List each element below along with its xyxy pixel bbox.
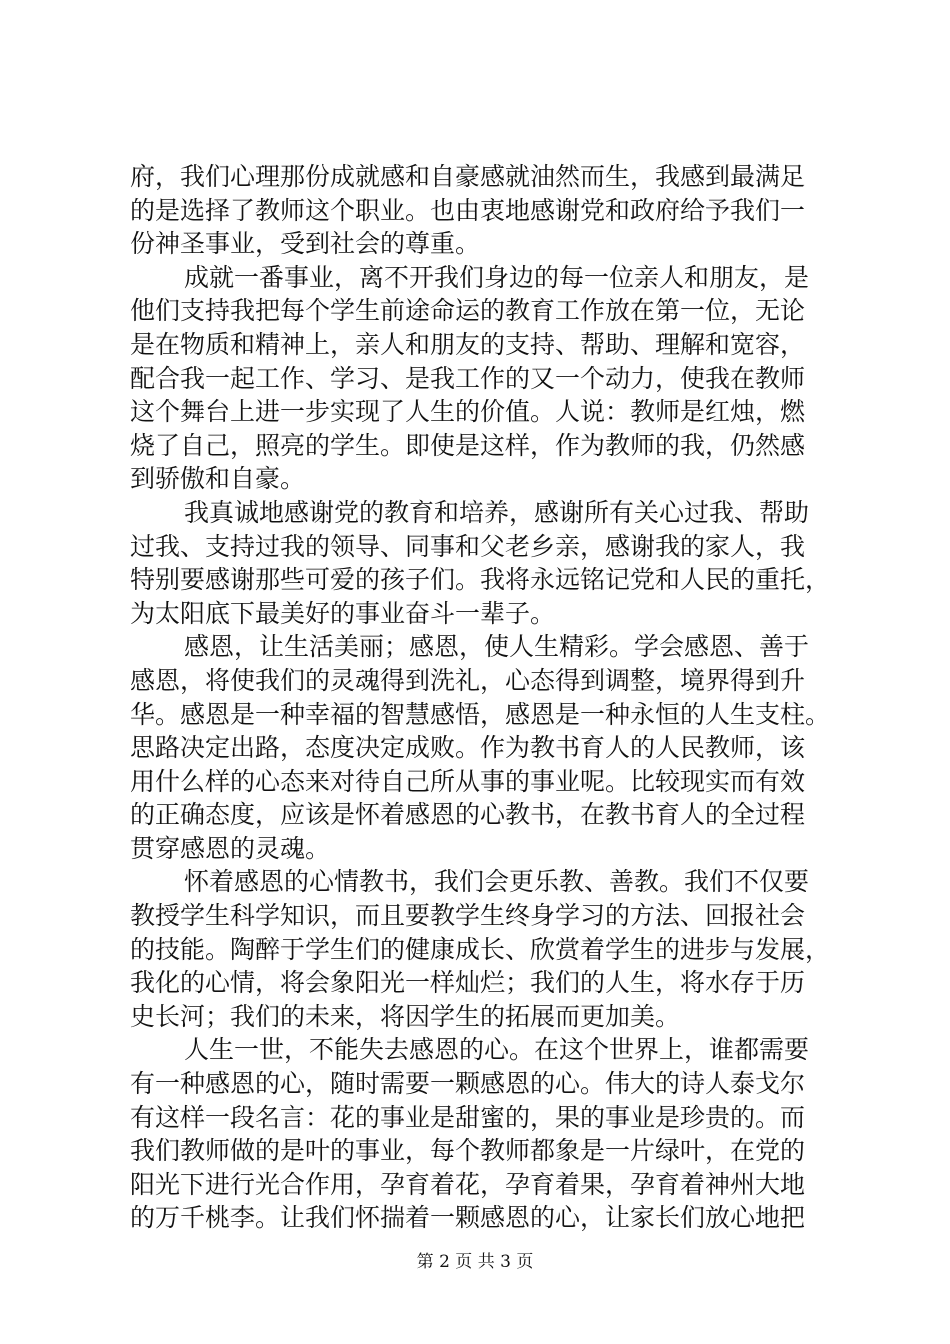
- text-line: 特别要感谢那些可爱的孩子们。我将永远铭记党和人民的重托，: [130, 565, 831, 595]
- text-line: 有一种感恩的心，随时需要一颗感恩的心。伟大的诗人泰戈尔: [130, 1069, 806, 1099]
- text-line: 我化的心情，将会象阳光一样灿烂；我们的人生，将水存于历: [130, 968, 806, 998]
- text-line: 是在物质和精神上，亲人和朋友的支持、帮助、理解和宽容，: [130, 329, 806, 359]
- page-footer: 第 2 页 共 3 页: [416, 1252, 534, 1272]
- text-line: 怀着感恩的心情教书，我们会更乐教、善教。我们不仅要: [184, 867, 810, 897]
- text-line: 的是选择了教师这个职业。也由衷地感谢党和政府给予我们一: [130, 195, 806, 225]
- text-line: 这个舞台上进一步实现了人生的价值。人说：教师是红烛，燃: [130, 397, 806, 427]
- text-line: 感恩，将使我们的灵魂得到洗礼，心态得到调整，境界得到升: [130, 665, 806, 695]
- text-line: 我真诚地感谢党的教育和培养，感谢所有关心过我、帮助: [184, 497, 810, 527]
- text-line: 他们支持我把每个学生前途命运的教育工作放在第一位，无论: [130, 296, 806, 326]
- text-line: 份神圣事业，受到社会的尊重。: [130, 229, 481, 259]
- text-line: 华。感恩是一种幸福的智慧感悟，感恩是一种永恒的人生支柱。: [130, 699, 831, 729]
- text-line: 有这样一段名言：花的事业是甜蜜的，果的事业是珍贵的。而: [130, 1102, 806, 1132]
- text-line: 的万千桃李。让我们怀揣着一颗感恩的心，让家长们放心地把: [130, 1203, 806, 1233]
- text-line: 到骄傲和自豪。: [130, 464, 306, 494]
- text-line: 烧了自己，照亮的学生。即使是这样，作为教师的我，仍然感: [130, 430, 806, 460]
- text-line: 教授学生科学知识，而且要教学生终身学习的方法、回报社会: [130, 901, 806, 931]
- text-line: 的技能。陶醉于学生们的健康成长、欣赏着学生的进步与发展，: [130, 934, 831, 964]
- text-line: 配合我一起工作、学习、是我工作的又一个动力，使我在教师: [130, 363, 806, 393]
- text-line: 阳光下进行光合作用，孕育着花，孕育着果，孕育着神州大地: [130, 1169, 806, 1199]
- text-line: 过我、支持过我的领导、同事和父老乡亲，感谢我的家人，我: [130, 531, 806, 561]
- text-line: 成就一番事业，离不开我们身边的每一位亲人和朋友，是: [184, 262, 810, 292]
- text-line: 我们教师做的是叶的事业，每个教师都象是一片绿叶，在党的: [130, 1136, 806, 1166]
- text-line: 的正确态度，应该是怀着感恩的心教书，在教书育人的全过程: [130, 800, 806, 830]
- text-line: 思路决定出路，态度决定成败。作为教书育人的人民教师，该: [130, 733, 806, 763]
- text-line: 府，我们心理那份成就感和自豪感就油然而生，我感到最满足: [130, 162, 806, 191]
- text-line: 人生一世，不能失去感恩的心。在这个世界上，谁都需要: [184, 1035, 810, 1065]
- text-line: 用什么样的心态来对待自己所从事的事业呢。比较现实而有效: [130, 766, 806, 796]
- text-line: 史长河；我们的未来，将因学生的拓展而更加美。: [130, 1001, 681, 1031]
- text-line: 感恩，让生活美丽；感恩，使人生精彩。学会感恩、善于: [184, 632, 810, 662]
- text-line: 为太阳底下最美好的事业奋斗一辈子。: [130, 598, 556, 628]
- text-line: 贯穿感恩的灵魂。: [130, 833, 331, 863]
- document-body: [130, 160, 830, 1235]
